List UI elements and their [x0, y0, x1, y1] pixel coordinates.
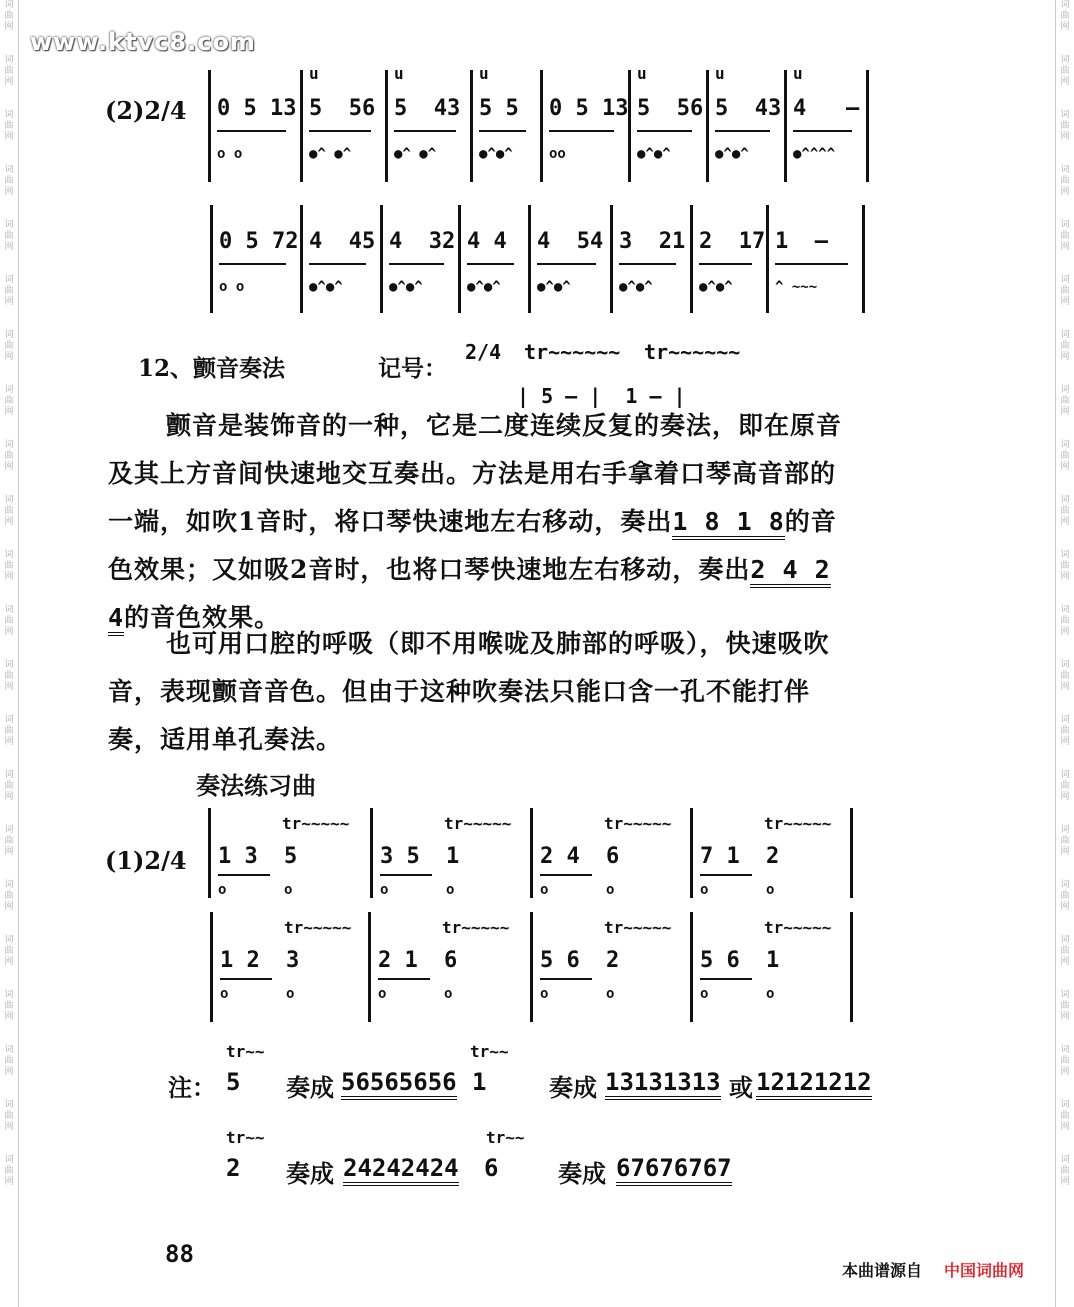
beam-line — [309, 130, 371, 132]
breath-marks: ^ ~~~ — [775, 279, 818, 295]
measure-notes: 5 43 — [394, 96, 461, 121]
measure-notes: 2 17 — [699, 229, 766, 254]
paragraph-1-text-a: 颤音是装饰音的一种，它是二度连续反复的奏法，即在原音及其上方音间快速地交互奏出。方法是用右手拿着口琴高音部的一端，如吹1音时，将口琴快速地左右移动，奏出 — [108, 411, 843, 536]
beam-line — [619, 263, 676, 265]
breath-marks: ●^●^ — [467, 279, 501, 295]
side-watermark-right: 词 曲 网 词 曲 网 词 曲 网 词 曲 网 词 曲 网 词 曲 网 词 曲 网 词 曲 网 词 曲 网 词 曲 网 词 曲 网 词 曲 网 词 曲 网 词 曲 网 词 曲 网 词 曲 网 词 曲 网 词 曲 网 词 曲 网 词 曲 网 词 曲 网 词 曲 网 — [1060, 0, 1070, 1187]
beam-line — [309, 263, 366, 265]
beam-line — [394, 130, 456, 132]
exercise1-row1 — [0, 808, 1074, 908]
symbol-notes: | 5 — | 1 — | — [517, 384, 686, 408]
measure-beat-pair: 5 6 — [540, 948, 580, 973]
breath-marks: ●^●^ — [389, 279, 423, 295]
exercise1-label: (1)2/4 — [105, 846, 187, 875]
paragraph-1-highlight-2: 2 4 2 4 — [108, 555, 831, 636]
beam-line — [380, 874, 432, 876]
exercise2-label: (2)2/4 — [105, 96, 187, 125]
symbol-trill-2: tr~~~~~~ — [644, 340, 741, 364]
barline — [690, 808, 693, 898]
trill-mark: tr~~~~~ — [604, 918, 672, 937]
breath-marks: o o — [219, 279, 245, 295]
barline — [380, 205, 383, 313]
breath-marks: ●^●^ — [715, 146, 749, 162]
circle-mark: o — [284, 882, 293, 898]
measure-notes: 5 56 — [309, 96, 376, 121]
breath-marks: ●^●^ — [699, 279, 733, 295]
breath-marks: ●^●^ — [619, 279, 653, 295]
barline — [690, 912, 693, 1022]
circle-mark: o — [700, 882, 709, 898]
circle-mark: o — [606, 882, 615, 898]
beam-line — [700, 874, 752, 876]
trill-note: 1 — [766, 948, 780, 973]
circle-mark: o — [540, 882, 549, 898]
barline — [866, 70, 869, 182]
exercise-title: 奏法练习曲 — [196, 771, 316, 800]
section-heading: 12、颤音奏法 — [138, 355, 286, 382]
breath-marks: ●^●^ — [637, 146, 671, 162]
paragraph-1-text-c: 的音色效果。 — [124, 603, 281, 632]
beam-line — [699, 263, 752, 265]
barline — [300, 70, 303, 182]
measure-beat-pair: 7 1 — [700, 844, 740, 869]
notes-tr-1: tr~~ — [226, 1042, 265, 1061]
trill-mark: tr~~~~~ — [764, 814, 832, 833]
barline — [210, 912, 213, 1022]
measure-notes: 4 4 — [467, 229, 507, 254]
barline — [766, 205, 769, 313]
notes-result-2-alt: 12121212 — [756, 1068, 872, 1100]
beam-line — [637, 130, 692, 132]
side-watermark-left: 词 曲 网 词 曲 网 词 曲 网 词 曲 网 词 曲 网 词 曲 网 词 曲 网 词 曲 网 词 曲 网 词 曲 网 词 曲 网 词 曲 网 词 曲 网 词 曲 网 词 曲 网 词 曲 网 词 曲 网 词 曲 网 词 曲 网 词 曲 网 词 曲 网 词 曲 网 — [4, 0, 14, 1187]
measure-beat-pair: 2 1 — [378, 948, 418, 973]
notes-prefix: 注： — [168, 1073, 216, 1102]
measure-notes: 3 21 — [619, 229, 686, 254]
measure-notes: 0 5 13 — [217, 96, 297, 121]
source-credit — [842, 1258, 1024, 1281]
breath-marks: ●^ ●^ — [394, 146, 437, 162]
beam-line — [715, 130, 770, 132]
beam-line — [389, 263, 444, 265]
barline — [470, 70, 473, 182]
notes-tr-3: tr~~ — [226, 1128, 265, 1147]
barline — [850, 808, 853, 898]
notes-played-as-1: 奏成 — [286, 1073, 334, 1102]
trill-note: 5 — [284, 844, 298, 869]
barline — [706, 70, 709, 182]
barline — [368, 912, 371, 1022]
trill-note: 6 — [606, 844, 620, 869]
symbol-time-signature: 2/4 — [465, 340, 502, 364]
beam-line — [700, 978, 752, 980]
breath-marks: ●^^^^ — [793, 146, 836, 162]
barline — [530, 808, 533, 898]
barline — [370, 808, 373, 898]
circle-mark: o — [540, 986, 549, 1002]
breath-marks: ●^ ●^ — [309, 146, 352, 162]
notes-result-1: 56565656 — [341, 1068, 457, 1100]
beam-line — [549, 130, 614, 132]
barline — [208, 808, 211, 898]
trill-note: 2 — [606, 948, 620, 973]
beam-line — [467, 263, 514, 265]
barline — [690, 205, 693, 313]
beam-line — [540, 978, 592, 980]
notes-result-3: 24242424 — [343, 1154, 459, 1186]
measure-beat-pair: 2 4 — [540, 844, 580, 869]
notes-result-4: 67676767 — [616, 1154, 732, 1186]
measure-beat-pair: 5 6 — [700, 948, 740, 973]
notes-or: 或 — [729, 1073, 753, 1102]
left-edge-line — [18, 0, 19, 1307]
measure-notes: 0 5 13 — [549, 96, 629, 121]
breath-marks: ●^●^ — [309, 279, 343, 295]
beam-line — [218, 874, 270, 876]
circle-mark: o — [286, 986, 295, 1002]
circle-mark: o — [444, 986, 453, 1002]
measure-notes: 0 5 72 — [219, 229, 299, 254]
trill-note: 6 — [444, 948, 458, 973]
barline — [528, 205, 531, 313]
notes-tr-4: tr~~ — [486, 1128, 525, 1147]
notes-note-2: 1 — [472, 1068, 487, 1096]
exercise2-row2 — [0, 205, 1074, 315]
barline — [530, 912, 533, 1022]
notes-note-3: 2 — [226, 1154, 241, 1182]
circle-mark: o — [766, 882, 775, 898]
beam-line — [220, 978, 272, 980]
trill-mark: tr~~~~~ — [604, 814, 672, 833]
circle-mark: o — [446, 882, 455, 898]
barline — [850, 912, 853, 1022]
measure-beat-pair: 3 5 — [380, 844, 420, 869]
circle-mark: o — [380, 882, 389, 898]
barline — [208, 70, 211, 182]
u-mark: u — [637, 64, 647, 83]
u-mark: u — [715, 64, 725, 83]
beam-line — [217, 130, 286, 132]
right-edge-line — [1055, 0, 1056, 1307]
breath-marks: o o — [217, 146, 243, 162]
notes-note-1: 5 — [226, 1068, 241, 1096]
u-mark: u — [479, 64, 489, 83]
barline — [628, 70, 631, 182]
u-mark: u — [309, 64, 319, 83]
trill-mark: tr~~~~~ — [444, 814, 512, 833]
trill-note: 1 — [446, 844, 460, 869]
trill-mark: tr~~~~~ — [282, 814, 350, 833]
paragraph-1 — [108, 402, 858, 642]
measure-beat-pair: 1 3 — [218, 844, 258, 869]
trill-mark: tr~~~~~ — [442, 918, 510, 937]
notes-result-2: 13131313 — [605, 1068, 721, 1100]
paragraph-1-text-b: 的音色效果；又如吸2音时，也将口琴快速地左右移动，奏出 — [108, 507, 837, 584]
barline — [210, 205, 213, 313]
breath-marks: ●^●^ — [479, 146, 513, 162]
beam-line — [775, 263, 848, 265]
trill-mark: tr~~~~~ — [764, 918, 832, 937]
barline — [458, 205, 461, 313]
measure-notes: 4 45 — [309, 229, 376, 254]
notes-played-as-4: 奏成 — [558, 1159, 606, 1188]
measure-notes: 4 54 — [537, 229, 604, 254]
barline — [540, 70, 543, 182]
exercise2-row1 — [0, 64, 1074, 185]
beam-line — [793, 130, 852, 132]
measure-notes: 4 — — [793, 96, 860, 121]
notes-tr-2: tr~~ — [470, 1042, 509, 1061]
circle-mark: o — [218, 882, 227, 898]
measure-notes: 1 — — [775, 229, 828, 254]
barline — [862, 205, 865, 313]
measure-notes: 5 5 — [479, 96, 519, 121]
exercise1-row2 — [0, 912, 1074, 1022]
breath-marks: oo — [549, 146, 566, 162]
trill-mark: tr~~~~~ — [284, 918, 352, 937]
paragraph-1-highlight-1: 1 8 1 8 — [672, 507, 784, 540]
measure-notes: 4 32 — [389, 229, 456, 254]
trill-note: 3 — [286, 948, 300, 973]
site-watermark: www.ktvc8.com — [30, 28, 256, 56]
page-number: 88 — [165, 1240, 194, 1268]
measure-notes: 5 56 — [637, 96, 704, 121]
trill-note: 2 — [766, 844, 780, 869]
source-prefix: 本曲谱源自 — [842, 1261, 923, 1280]
symbol-trill-1: tr~~~~~~ — [524, 340, 621, 364]
barline — [300, 205, 303, 313]
circle-mark: o — [700, 986, 709, 1002]
beam-line — [540, 874, 592, 876]
beam-line — [479, 130, 526, 132]
notes-note-4: 6 — [484, 1154, 499, 1182]
u-mark: u — [793, 64, 803, 83]
beam-line — [219, 263, 286, 265]
notes-played-as-2: 奏成 — [549, 1073, 597, 1102]
barline — [385, 70, 388, 182]
beam-line — [537, 263, 596, 265]
source-site: 中国词曲网 — [944, 1261, 1025, 1280]
breath-marks: ●^●^ — [537, 279, 571, 295]
paragraph-2: 也可用口腔的呼吸（即不用喉咙及肺部的呼吸），快速吸吹音，表现颤音音色。但由于这种吹奏法只能口含一孔不能打伴奏，适用单孔奏法。 — [108, 629, 830, 754]
circle-mark: o — [606, 986, 615, 1002]
circle-mark: o — [766, 986, 775, 1002]
notes-played-as-3: 奏成 — [286, 1159, 334, 1188]
barline — [784, 70, 787, 182]
symbol-label: 记号： — [378, 355, 447, 382]
measure-beat-pair: 1 2 — [220, 948, 260, 973]
measure-notes: 5 43 — [715, 96, 782, 121]
circle-mark: o — [220, 986, 229, 1002]
barline — [610, 205, 613, 313]
beam-line — [378, 978, 430, 980]
u-mark: u — [394, 64, 404, 83]
circle-mark: o — [378, 986, 387, 1002]
